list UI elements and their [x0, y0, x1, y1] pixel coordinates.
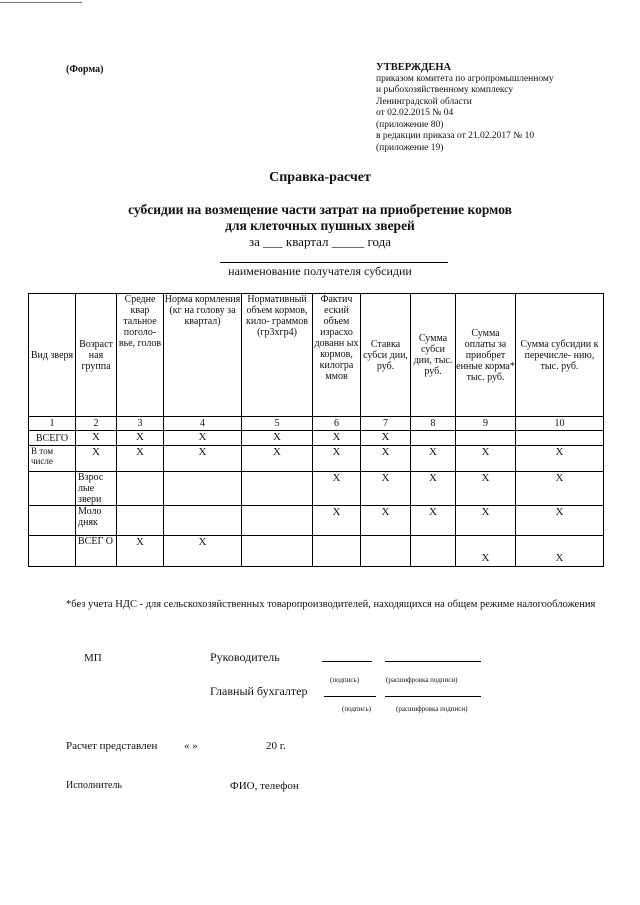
header-cell: Фактич еский объем израсхо дованн ых кормов, килогра ммов: [313, 294, 361, 417]
table-cell: Х: [242, 446, 313, 472]
table-cell: Х: [164, 431, 242, 446]
table-cell: Х: [117, 431, 164, 446]
header-cell: Ставка субси дии, руб.: [361, 294, 411, 417]
stamp-place-label: МП: [84, 652, 102, 664]
column-number: 10: [516, 417, 604, 431]
table-cell: Х: [361, 472, 411, 506]
accountant-signature-line: [324, 696, 376, 697]
director-decode-caption: (расшифровка подписи): [386, 676, 458, 684]
approval-line: (приложение 80): [376, 119, 444, 130]
table-cell: [29, 506, 76, 536]
table-cell: Х: [164, 536, 242, 567]
table-cell: Х: [361, 431, 411, 446]
table-cell: Х: [242, 431, 313, 446]
table-cell: Х: [76, 431, 117, 446]
approval-line: в редакции приказа от 21.02.2017 № 10: [376, 131, 535, 141]
table-cell: В том числе: [29, 446, 76, 472]
table-cell: Х: [117, 536, 164, 567]
table-cell: Х: [117, 446, 164, 472]
document-title: Справка-расчет: [269, 170, 371, 185]
table-cell: [164, 506, 242, 536]
period-line: за ___ квартал _____ года: [248, 234, 392, 249]
document-subtitle: субсидии на возмещение части затрат на приобретение кормов: [128, 202, 512, 217]
table-cell: [164, 472, 242, 506]
approval-line: приказом комитета по агропромышленному: [376, 73, 554, 84]
table-cell: Х: [456, 472, 516, 506]
table-cell: [242, 472, 313, 506]
table-row: [29, 506, 604, 536]
table-cell: Х: [516, 446, 604, 472]
accountant-label: Главный бухгалтер: [210, 684, 308, 698]
table-cell: [411, 536, 456, 567]
approval-block: [376, 62, 554, 154]
table-cell: Х: [516, 506, 604, 536]
table-cell: [516, 431, 604, 446]
header-cell: Вид зверя: [29, 294, 76, 417]
table-cell: [361, 536, 411, 567]
header-cell: Норма кормления (кг на голову за квартал): [164, 294, 242, 417]
table-cell: Х: [456, 446, 516, 472]
accountant-decode-line: [385, 696, 481, 697]
table-cell: [29, 472, 76, 506]
vat-footnote: *без учета НДС - для сельскохозяйственных товаропроизводителей, находящихся на общем режиме налогообложения: [66, 599, 596, 610]
accountant-signature-caption: (подпись): [342, 705, 372, 713]
table-row: [29, 431, 604, 446]
director-label: Руководитель: [210, 650, 280, 664]
table-cell: Х: [313, 506, 361, 536]
column-number: 7: [361, 417, 411, 431]
table-cell: [313, 536, 361, 567]
top-edge-line: [0, 2, 82, 3]
executor-label: Исполнитель: [66, 780, 122, 791]
table-row: [29, 472, 604, 506]
approval-line: от 02.02.2015 № 04: [376, 108, 454, 118]
header-cell: Сумма оплаты за приобрет енные корма* тыс. руб.: [456, 294, 516, 417]
column-number: 8: [411, 417, 456, 431]
director-signature-caption: (подпись): [330, 676, 360, 684]
approval-line: (приложение 19): [376, 142, 444, 153]
table-cell: [117, 472, 164, 506]
calc-submitted-label: Расчет представлен: [66, 740, 158, 752]
header-cell: Возраст ная группа: [76, 294, 117, 417]
recipient-caption: наименование получателя субсидии: [228, 264, 412, 278]
table-cell: Х: [313, 472, 361, 506]
table-cell: Х: [456, 536, 516, 567]
director-signature-line: [322, 661, 372, 662]
table-cell: [242, 536, 313, 567]
director-decode-line: [385, 661, 481, 662]
executor-contact: ФИО, телефон: [230, 780, 299, 792]
recipient-line: [220, 262, 448, 263]
column-number: 4: [164, 417, 242, 431]
column-number: 5: [242, 417, 313, 431]
column-number: 9: [456, 417, 516, 431]
approval-heading: УТВЕРЖДЕНА: [376, 62, 452, 73]
table-cell: Х: [361, 446, 411, 472]
table-cell: Х: [313, 446, 361, 472]
table-cell: [456, 431, 516, 446]
header-cell: Нормативный объем кормов, кило- граммов (гр3хгр4): [242, 294, 313, 417]
table-cell: ВСЕГ О: [76, 536, 117, 567]
document-subtitle-2: для клеточных пушных зверей: [225, 218, 415, 233]
column-number: 1: [29, 417, 76, 431]
table-cell: Х: [361, 506, 411, 536]
table-cell: [242, 506, 313, 536]
table-cell: Х: [313, 431, 361, 446]
table-cell: ВСЕГО: [29, 431, 76, 446]
table-cell: Х: [456, 506, 516, 536]
column-number: 6: [313, 417, 361, 431]
header-cell: Сумма субсидии к перечисле- нию, тыс. руб.: [516, 294, 604, 417]
calc-year: 20 г.: [266, 740, 286, 752]
column-number: 3: [117, 417, 164, 431]
table-cell: [29, 536, 76, 567]
table-cell: Х: [164, 446, 242, 472]
table-cell: Х: [76, 446, 117, 472]
header-cell: Сумма субси дии, тыс. руб.: [411, 294, 456, 417]
table-row: [29, 536, 604, 567]
table-cell: Взрос лые звери: [76, 472, 117, 506]
table-cell: Моло дняк: [76, 506, 117, 536]
table-cell: Х: [516, 536, 604, 567]
accountant-decode-caption: (расшифровка подписи): [396, 705, 468, 713]
header-cell: Средне квар тальное поголо- вье, голов: [117, 294, 164, 417]
approval-line: и рыбохозяйственному комплексу: [376, 85, 514, 95]
column-number: 2: [76, 417, 117, 431]
approval-line: Ленинградской области: [376, 96, 472, 107]
calc-date-quotes: « »: [184, 740, 198, 752]
form-label: (Форма): [66, 64, 104, 75]
subsidy-table: [28, 293, 604, 567]
table-cell: [117, 506, 164, 536]
table-cell: [411, 431, 456, 446]
table-row: [29, 446, 604, 472]
table-cell: Х: [411, 472, 456, 506]
table-cell: Х: [411, 506, 456, 536]
table-cell: Х: [516, 472, 604, 506]
table-cell: Х: [411, 446, 456, 472]
